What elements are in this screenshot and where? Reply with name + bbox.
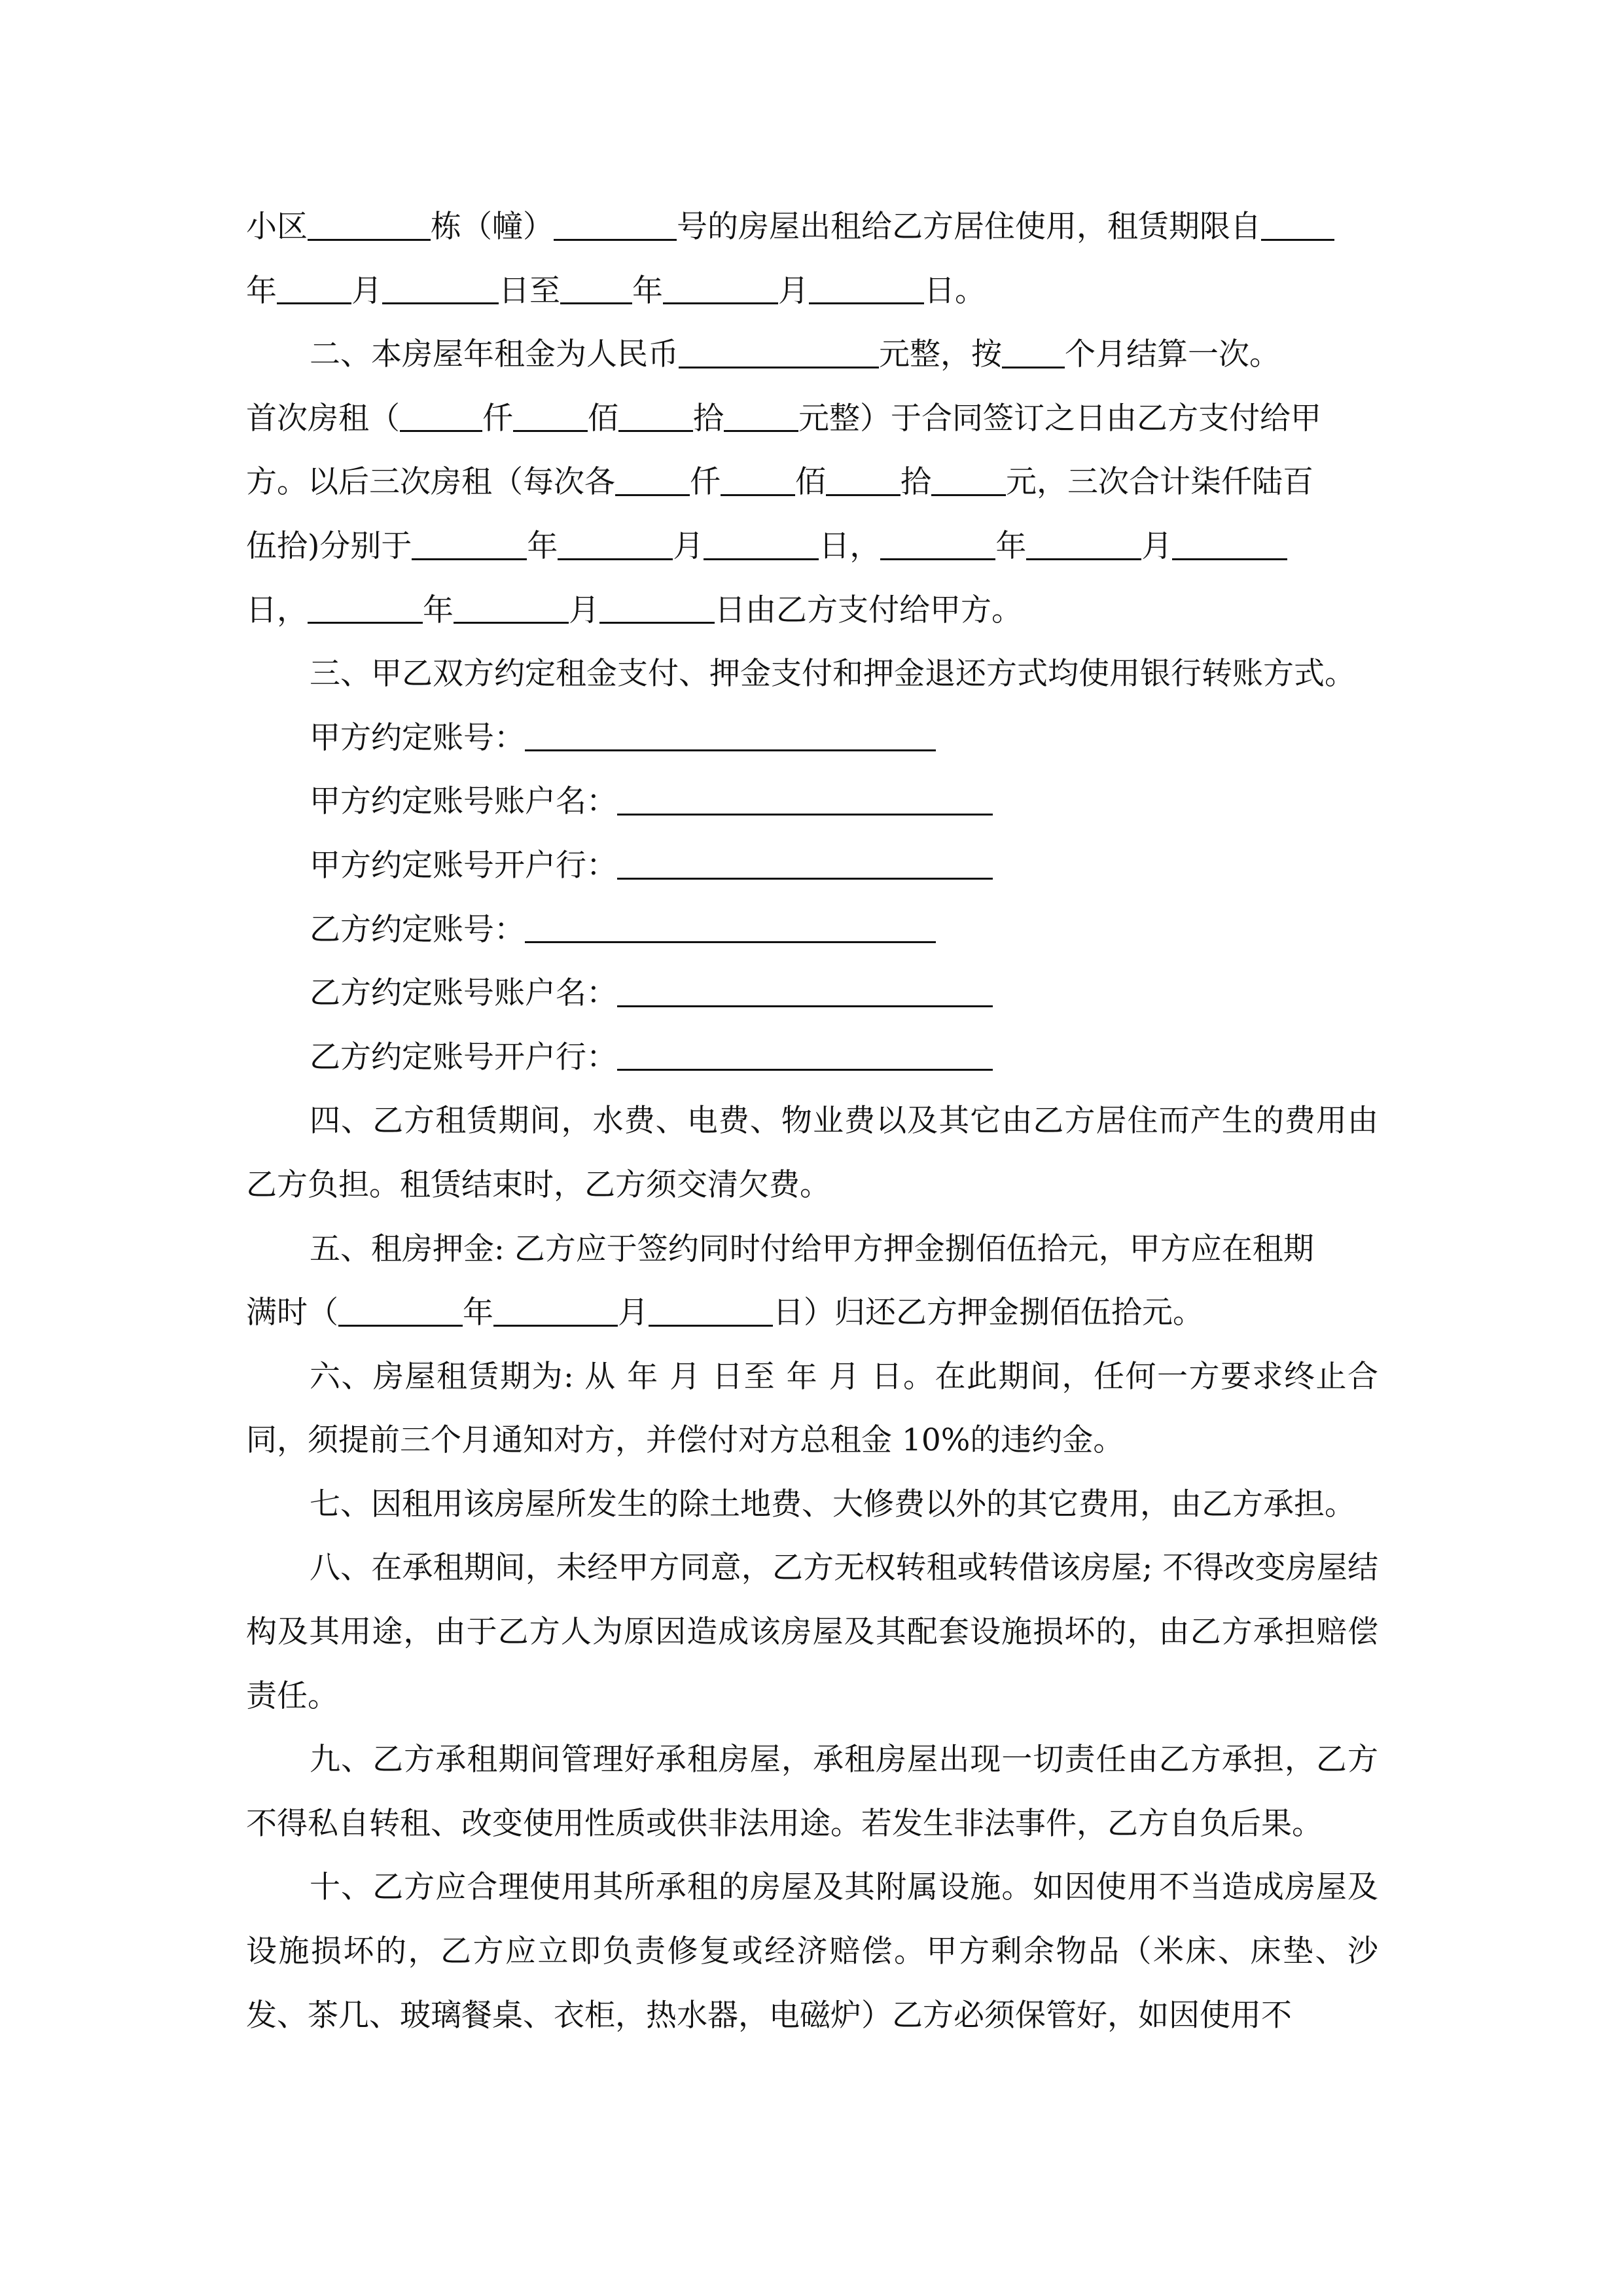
account-label: 乙方约定账号账户名： — [310, 975, 617, 1012]
text-segment: 年 — [995, 528, 1027, 564]
text-segment: 月 — [778, 272, 809, 309]
clause-2-line-5 — [246, 579, 1378, 643]
clause-7: 七、因租用该房屋所发生的除土地费、大修费以外的其它费用，由乙方承担。 — [310, 1486, 1355, 1522]
clause-3 — [246, 642, 1378, 706]
text-segment: 日， — [819, 528, 881, 564]
blank-field[interactable] — [826, 462, 901, 496]
clause-2-line-1 — [246, 323, 1378, 387]
clause-6: 六、房屋租赁期为: 从 年 月 日至 年 月 日。在此期间，任何一方要求终止合同，须提前三个月通知对方，并偿付对方总租金 10%的违约金。 — [246, 1358, 1378, 1459]
blank-field[interactable] — [1261, 206, 1334, 240]
text-segment: 日）归还乙方押金捌佰伍拾元。 — [773, 1295, 1204, 1331]
blank-field[interactable] — [721, 462, 795, 496]
text-segment: 日， — [246, 592, 308, 628]
party-a-account-name-field[interactable] — [617, 781, 993, 816]
blank-field[interactable] — [454, 590, 569, 624]
text-segment: 三、甲乙双方约定租金支付、押金支付和押金退还方式均使用银行转账方式。 — [310, 656, 1355, 692]
text-segment: 拾 — [901, 464, 931, 501]
text-segment: 元整）于合同签订之日由乙方支付给甲 — [798, 400, 1321, 437]
blank-field[interactable] — [649, 1292, 773, 1326]
blank-field[interactable] — [560, 270, 632, 304]
blank-field[interactable] — [704, 526, 819, 560]
text-segment: 二、本房屋年租金为人民币 — [310, 336, 679, 373]
clause-2-line-2 — [246, 387, 1378, 451]
clause-9: 九、乙方承租期间管理好承租房屋，承租房屋出现一切责任由乙方承担，乙方不得私自转租、改变使用性质或供非法用途。若发生非法事件，乙方自负后果。 — [246, 1742, 1378, 1842]
blank-field[interactable] — [618, 398, 693, 432]
party-b-account-name-field[interactable] — [617, 973, 993, 1007]
blank-field[interactable] — [412, 526, 527, 560]
blank-field[interactable] — [493, 1292, 618, 1326]
text-segment: 小区 — [246, 209, 308, 245]
party-a-bank-field[interactable] — [617, 845, 993, 879]
party-a-account-field[interactable] — [525, 717, 936, 751]
blank-field[interactable] — [663, 270, 778, 304]
text-segment: 月 — [569, 592, 599, 628]
party-b-bank-row — [246, 1026, 1378, 1090]
lease-location-line — [246, 195, 1378, 259]
text-segment: 日。 — [924, 272, 986, 309]
text-segment: 伍拾)分别于 — [246, 528, 412, 564]
text-segment: 月 — [618, 1295, 649, 1331]
party-b-account-row — [246, 898, 1378, 962]
text-segment: 月 — [351, 272, 382, 309]
text-segment: 首次房租（ — [246, 400, 400, 437]
blank-field[interactable] — [400, 398, 482, 432]
text-segment: 五、租房押金: 乙方应于签约同时付给甲方押金捌佰伍拾元，甲方应在租期 — [310, 1230, 1314, 1267]
blank-field[interactable] — [558, 526, 673, 560]
blank-field[interactable] — [277, 270, 351, 304]
blank-field[interactable] — [338, 1292, 463, 1326]
clause-8: 八、在承租期间，未经甲方同意，乙方无权转租或转借该房屋; 不得改变房屋结构及其用途，由于乙方人为原因造成该房屋及其配套设施损坏的，由乙方承担赔偿责任。 — [246, 1550, 1378, 1714]
text-segment: 日由乙方支付给甲方。 — [715, 592, 1022, 628]
text-segment: 年 — [463, 1295, 493, 1331]
lease-period-line — [246, 259, 1378, 323]
account-label: 乙方约定账号： — [310, 911, 525, 948]
text-segment: 日至 — [499, 272, 560, 309]
blank-field[interactable] — [513, 398, 588, 432]
blank-field[interactable] — [308, 206, 431, 240]
blank-field[interactable] — [809, 270, 924, 304]
party-b-account-field[interactable] — [525, 909, 936, 943]
text-segment: 年 — [246, 272, 277, 309]
blank-field[interactable] — [615, 462, 690, 496]
account-label: 甲方约定账号账户名： — [310, 783, 617, 820]
text-segment: 栋（幢） — [431, 209, 554, 245]
blank-field[interactable] — [1026, 526, 1141, 560]
blank-field[interactable] — [1172, 526, 1287, 560]
text-segment: 个月结算一次。 — [1065, 336, 1280, 373]
text-segment: 年 — [423, 592, 454, 628]
blank-field[interactable] — [880, 526, 995, 560]
blank-field[interactable] — [931, 462, 1006, 496]
text-segment: 拾 — [693, 400, 724, 437]
text-segment: 满时（ — [246, 1295, 338, 1331]
text-segment: 方。以后三次房租（每次各 — [246, 464, 615, 501]
text-segment: 仟 — [482, 400, 513, 437]
text-segment: 佰 — [795, 464, 826, 501]
text-segment: 月 — [673, 528, 704, 564]
text-segment: 月 — [1141, 528, 1173, 564]
blank-field[interactable] — [308, 590, 423, 624]
blank-field[interactable] — [679, 334, 879, 368]
clause-4: 四、乙方租赁期间，水费、电费、物业费以及其它由乙方居住而产生的费用由乙方负担。租赁结束时，乙方须交清欠费。 — [246, 1103, 1378, 1203]
clause-5-line-2 — [246, 1281, 1378, 1345]
account-label: 乙方约定账号开户行： — [310, 1039, 617, 1075]
text-segment: 元，三次合计柒仟陆百 — [1006, 464, 1313, 501]
blank-field[interactable] — [554, 206, 677, 240]
contract-body — [246, 195, 1378, 2047]
account-label: 甲方约定账号： — [310, 719, 525, 756]
clause-10: 十、乙方应合理使用其所承租的房屋及其附属设施。如因使用不当造成房屋及设施损坏的，乙方应立即负责修复或经济赔偿。甲方剩余物品（米床、床垫、沙发、茶几、玻璃餐桌、衣柜，热水器，电磁炉）乙方必须保管好，如因使用不 — [246, 1869, 1378, 2034]
text-segment: 年 — [527, 528, 558, 564]
party-a-bank-row — [246, 834, 1378, 898]
text-segment: 仟 — [690, 464, 721, 501]
party-b-bank-field[interactable] — [617, 1037, 993, 1071]
clause-5-line-1 — [246, 1217, 1378, 1282]
text-segment: 佰 — [588, 400, 618, 437]
text-segment: 年 — [632, 272, 663, 309]
party-a-account-row — [246, 706, 1378, 770]
clause-2-line-3 — [246, 450, 1378, 514]
blank-field[interactable] — [1002, 334, 1065, 368]
text-segment: 号的房屋出租给乙方居住使用，租赁期限自 — [677, 209, 1261, 245]
party-a-account-name-row — [246, 770, 1378, 834]
blank-field[interactable] — [724, 398, 798, 432]
account-label: 甲方约定账号开户行： — [310, 847, 617, 884]
clause-2-line-4 — [246, 514, 1378, 579]
blank-field[interactable] — [599, 590, 715, 624]
text-segment: 元整，按 — [879, 336, 1002, 373]
blank-field[interactable] — [382, 270, 499, 304]
party-b-account-name-row — [246, 961, 1378, 1026]
